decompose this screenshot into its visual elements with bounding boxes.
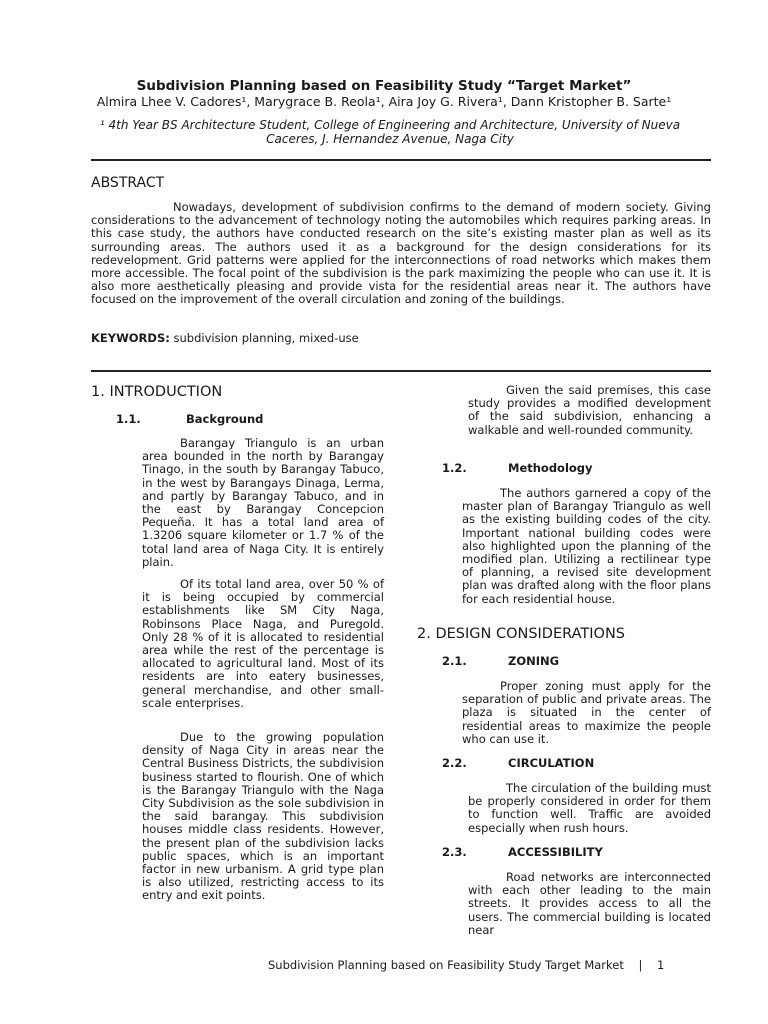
subsection-number: 2.2. <box>442 756 467 770</box>
abstract-text: Nowadays, development of subdivision confirms to the demand of modern society. Giving considerations to the advancement of technology noting the automobiles which requires parking areas. In this case study, the authors have conducted research on the site’s existing master plan as well as its surrounding areas. The authors used it as a background for the design considerations for its redevelopment. Grid patterns were applied for the interconnections of road networks which makes them more accessible. The focal point of the subdivision is the park maximizing the people who can use it. It is also more aesthetically pleasing and provide vista for the residential areas near it. The authors have focused on the improvement of the overall circulation and zoning of the buildings. <box>91 200 711 307</box>
accessibility-text: Road networks are interconnected with each other leading to the main streets. It provides access to all the users. The commercial building is located near <box>468 870 711 937</box>
keywords-value: subdivision planning, mixed-use <box>173 331 359 345</box>
author-list: Almira Lhee V. Cadores¹, Marygrace B. Reola¹, Aira Joy G. Rivera¹, Dann Kristopher B. Sarte¹ <box>96 94 672 109</box>
paper-title: Subdivision Planning based on Feasibility Study “Target Market” <box>136 78 632 94</box>
author-affiliation: ¹ 4th Year BS Architecture Student, College of Engineering and Architecture, University of Nueva Caceres, J. Hernandez Avenue, Naga City <box>99 118 681 146</box>
abstract-divider <box>91 370 711 372</box>
circulation-text: The circulation of the building must be properly considered in order for them to function well. Traffic are avoided especially when rush hours. <box>468 781 711 835</box>
section-heading-design-considerations: 2. DESIGN CONSIDERATIONS <box>417 626 626 642</box>
subsection-heading-methodology <box>442 461 593 475</box>
keywords-line <box>91 331 359 345</box>
subsection-number: 1.1. <box>116 412 141 426</box>
zoning-text: Proper zoning must apply for the separation of public and private areas. The plaza is situated in the center of residential areas to maximize the people who can use it. <box>462 679 711 746</box>
section-heading-introduction: 1. INTRODUCTION <box>91 384 223 400</box>
intro-paragraph-4: Given the said premises, this case study provides a modified development of the said subdivision, enhancing a walkable and well-rounded community. <box>468 383 711 437</box>
header-divider <box>91 159 711 161</box>
subsection-number: 2.3. <box>442 845 467 859</box>
subsection-title: Background <box>186 412 264 426</box>
subsection-heading-background <box>116 412 263 426</box>
page-number: 1 <box>657 958 665 972</box>
subsection-title: CIRCULATION <box>508 756 595 770</box>
intro-paragraph-2: Of its total land area, over 50 % of it is being occupied by commercial establishments like SM City Naga, Robinsons Place Naga, and Puregold. Only 28 % of it is allocated to residential area while the rest of the percentage is allocated to agricultural land. Most of its residents are into eatery businesses, general merchandise, and other small-scale enterprises. <box>142 577 384 710</box>
methodology-text: The authors garnered a copy of the master plan of Barangay Triangulo as well as the existing building codes of the city. Important national building codes were also highlighted upon the planning of the modified plan. Utilizing a rectilinear type of planning, a revised site development plan was drafted along with the floor plans for each residential house. <box>462 486 711 606</box>
abstract-heading: ABSTRACT <box>91 175 165 191</box>
subsection-heading-circulation <box>442 756 594 770</box>
intro-paragraph-3: Due to the growing population density of Naga City in areas near the Central Business Districts, the subdivision business started to flourish. One of which is the Barangay Triangulo with the Naga City Subdivision as the sole subdivision in the said barangay. This subdivision houses middle class residents. However, the present plan of the subdivision lacks public spaces, which is an important factor in new urbanism. A grid type plan is also utilized, restricting access to its entry and exit points. <box>142 730 384 903</box>
subsection-number: 1.2. <box>442 461 467 475</box>
subsection-heading-accessibility <box>442 845 603 859</box>
subsection-title: Methodology <box>508 461 593 475</box>
subsection-heading-zoning <box>442 654 559 668</box>
subsection-number: 2.1. <box>442 654 467 668</box>
footer-title: Subdivision Planning based on Feasibility Study Target Market <box>268 958 624 972</box>
footer-separator: | <box>638 958 643 972</box>
keywords-label: KEYWORDS: <box>91 331 170 345</box>
subsection-title: ZONING <box>508 654 560 668</box>
page-footer <box>268 958 664 972</box>
intro-paragraph-1: Barangay Triangulo is an urban area bounded in the north by Barangay Tinago, in the south by Barangay Tabuco, in the west by Barangays Dinaga, Lerma, and partly by Barangay Tabuco, and in the east by Barangay Concepcion Pequeña. It has a total land area of 1.3206 square kilometer or 1.7 % of the total land area of Naga City. It is entirely plain. <box>142 436 384 569</box>
subsection-title: ACCESSIBILITY <box>508 845 603 859</box>
